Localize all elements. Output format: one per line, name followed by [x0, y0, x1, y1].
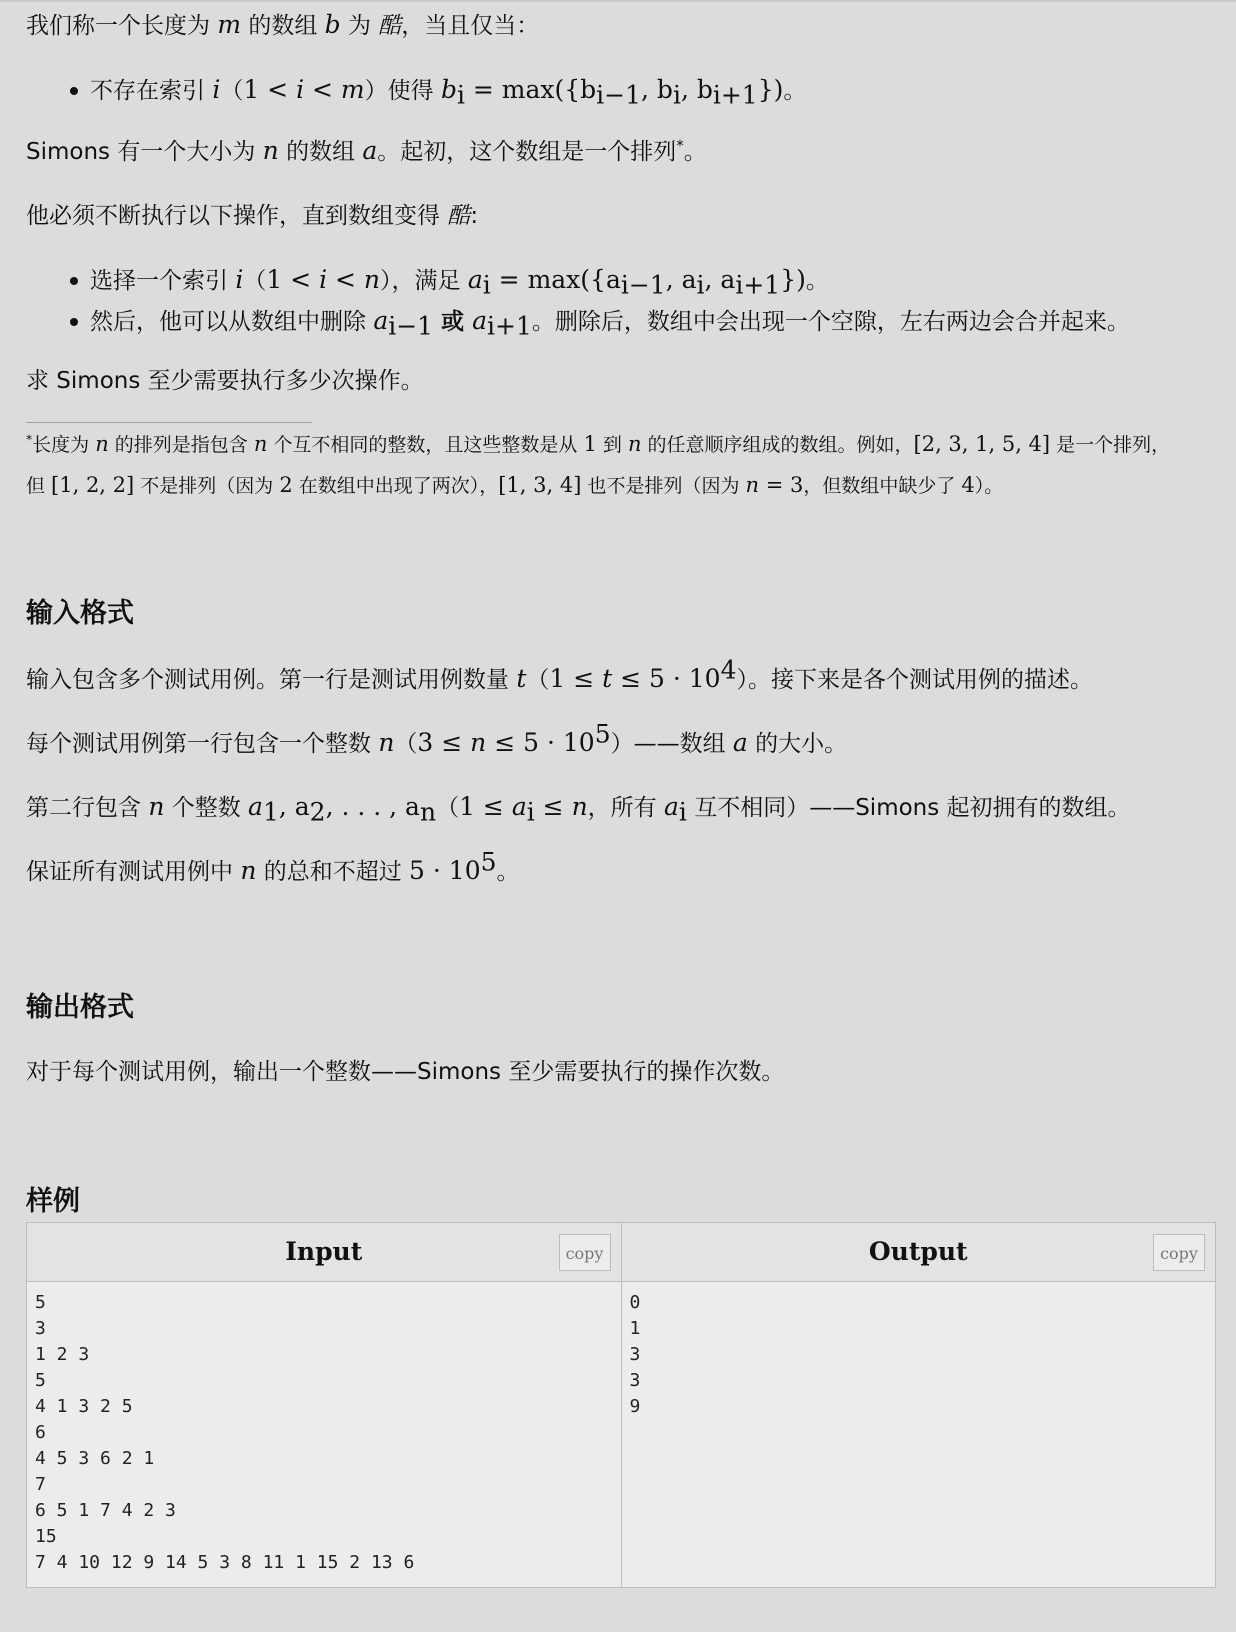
- sample-output-line: 1: [629, 1318, 641, 1339]
- output-format-p1: 对于每个测试用例，输出一个整数——Simons 至少需要执行的操作次数。: [26, 1059, 785, 1085]
- sample-input-line: 1 2 3: [35, 1344, 90, 1365]
- sample-output-header: [621, 1223, 1216, 1281]
- cool-condition: 不存在索引 i（1 < i < m）使得 $b_i = \max(\{b_{i-1}$, $b_i$, $b_{i+1}$})。: [90, 70, 806, 111]
- output-format-heading: 输出格式: [26, 992, 134, 1023]
- sample-input-line: 5: [35, 1292, 46, 1313]
- sample-input-line: 7 4 10 12 9 14 5 3 8 11 1 15 2 13 6: [35, 1552, 415, 1573]
- input-format-p2: 每个测试用例第一行包含一个整数 $n(3 \le n \le 5 \cdot 10^5)——$数组 a 的大小。: [26, 719, 848, 757]
- sample-input-title: Input: [285, 1237, 363, 1266]
- sample-input-data: [27, 1282, 621, 1588]
- sample-input-line: 4 5 3 6 2 1: [35, 1448, 155, 1469]
- sample-input-header: [27, 1223, 621, 1281]
- operation-choose-index: 选择一个索引 i（1 < i < n），满足 $a_i = \max(\{a_{i-1}$, $a_i$, $a_{i+1}$})。: [90, 260, 1130, 301]
- sample-header-row: [27, 1223, 1215, 1282]
- sample-output-line: 3: [629, 1370, 641, 1391]
- operations-intro: 他必须不断执行以下操作，直到数组变得 酷:: [26, 203, 479, 229]
- sample-input-line: 4 1 3 2 5: [35, 1396, 133, 1417]
- input-format-p1: 输入包含多个测试用例。第一行是测试用例数量 $t(1 \le t \le 5 \cdot 10^4)$。接下来是各个测试用例的描述。: [26, 655, 1093, 693]
- sample-input-line: 3: [35, 1318, 46, 1339]
- cool-definition: 我们称一个长度为 m 的数组 b 为 酷，当且仅当：: [26, 10, 540, 39]
- simons-array-paragraph: Simons 有一个大小为 n 的数组 a。起初，这个数组是一个排列*。: [26, 136, 707, 165]
- cool-condition-list: [26, 70, 806, 111]
- cool-term: 酷: [378, 13, 402, 39]
- operation-delete-neighbor: 然后，他可以从数组中删除 $a_{i-1}$ 或 $a_{i+1}$。删除后，数组中会出现一个空隙，左右两边会合并起来。: [90, 301, 1130, 342]
- question: 求 Simons 至少需要执行多少次操作。: [26, 368, 424, 394]
- copy-output-button[interactable]: copy: [1153, 1234, 1205, 1271]
- sample-input-line: 15: [35, 1526, 57, 1547]
- var-b: b: [324, 10, 341, 39]
- sample-body: [27, 1282, 1215, 1588]
- sample-output-line: 9: [629, 1396, 641, 1417]
- sample-output-line: 3: [629, 1344, 641, 1365]
- sample-table: [26, 1222, 1216, 1588]
- footnote-line-2: 但 [1, 2, 2] 不是排列（因为 2 在数组中出现了两次），[1, 3, 4] 也不是排列（因为 n = 3，但数组中缺少了 4）。: [26, 473, 1004, 497]
- input-format-p4: 保证所有测试用例中 n 的总和不超过 $5 \cdot 10^5$。: [26, 847, 520, 885]
- footnote-line-1: *长度为 n 的排列是指包含 n 个互不相同的整数，且这些整数是从 1 到 n 的任意顺序组成的数组。例如，[2, 3, 1, 5, 4] 是一个排列，: [26, 432, 1171, 456]
- sample-input-line: 7: [35, 1474, 46, 1495]
- operations-list: [26, 260, 1130, 342]
- sample-heading: 样例: [26, 1186, 80, 1217]
- copy-input-button[interactable]: copy: [559, 1234, 611, 1271]
- sample-output-line: 0: [629, 1292, 641, 1313]
- sample-input-line: 6 5 1 7 4 2 3: [35, 1500, 176, 1521]
- input-format-p3: 第二行包含 n 个整数 $a_1$, $a_2$, . . . , $a_n(1 \le a_i \le n$，所有 $a_i$ 互不相同）——Simons 起初拥有的数组。: [26, 792, 1131, 827]
- sample-input-line: 5: [35, 1370, 46, 1391]
- sample-input-line: 6: [35, 1422, 46, 1443]
- var-m: m: [217, 10, 242, 39]
- sample-output-title: Output: [868, 1237, 968, 1266]
- sample-output-data: [621, 1282, 1216, 1588]
- footnote-separator: [26, 422, 312, 423]
- input-format-heading: 输入格式: [26, 598, 134, 629]
- footnote-marker: *: [676, 136, 684, 155]
- footnote: [26, 424, 1216, 506]
